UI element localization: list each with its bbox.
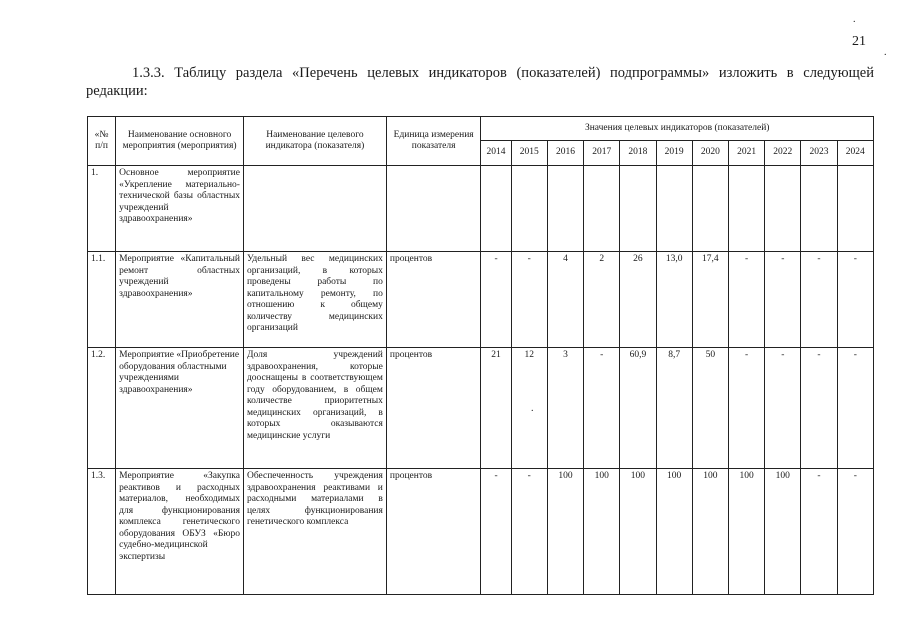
row-value: 60,9	[620, 348, 656, 469]
row-value	[584, 166, 620, 252]
row-value	[511, 166, 547, 252]
row-value: 100	[547, 469, 583, 595]
row-unit: процентов	[386, 469, 481, 595]
row-value	[481, 166, 511, 252]
intro-line-2: редакции:	[86, 83, 148, 99]
header-year: 2023	[801, 141, 837, 166]
header-num: «№ п/п	[88, 117, 116, 166]
row-value: -	[765, 348, 801, 469]
stray-dot-mark: .	[884, 47, 887, 58]
row-value: 100	[728, 469, 764, 595]
header-row	[88, 117, 874, 141]
row-activity: Мероприятие «Приобретение оборудования областными учреждениями здравоохранения»	[116, 348, 244, 469]
header-activity: Наименование основного мероприятия (мероприятия)	[116, 117, 244, 166]
row-num: 1.3.	[88, 469, 116, 595]
intro-line-1: 1.3.3. Таблицу раздела «Перечень целевых индикаторов (показателей) подпрограммы» изложить в следующей	[132, 65, 874, 81]
row-value: -	[481, 252, 511, 348]
row-value: 8,7	[656, 348, 692, 469]
row-value: -	[837, 469, 873, 595]
row-unit	[386, 166, 481, 252]
header-year: 2014	[481, 141, 511, 166]
row-value: 50	[692, 348, 728, 469]
header-year: 2021	[728, 141, 764, 166]
row-num: 1.	[88, 166, 116, 252]
row-value: 21	[481, 348, 511, 469]
row-value: -	[765, 252, 801, 348]
row-value: -	[801, 348, 837, 469]
header-year: 2024	[837, 141, 873, 166]
row-value: 100	[584, 469, 620, 595]
row-value: -	[728, 252, 764, 348]
row-value: 2	[584, 252, 620, 348]
row-value: 100	[656, 469, 692, 595]
header-year: 2022	[765, 141, 801, 166]
row-activity: Основное мероприятие «Укрепление материально-технической базы областных учреждений здравоохранения»	[116, 166, 244, 252]
table-row	[88, 469, 874, 595]
row-value: -	[801, 469, 837, 595]
row-value: 3	[547, 348, 583, 469]
header-unit: Единица измерения показателя	[386, 117, 481, 166]
row-value: 26	[620, 252, 656, 348]
row-value: 12	[511, 348, 547, 469]
row-indicator	[243, 166, 386, 252]
row-num: 1.1.	[88, 252, 116, 348]
row-value: -	[584, 348, 620, 469]
row-activity: Мероприятие «Капитальный ремонт областных учреждений здравоохранения»	[116, 252, 244, 348]
intro-paragraph	[86, 64, 874, 100]
stray-dot-mark: .	[531, 403, 534, 414]
row-value	[765, 166, 801, 252]
header-year: 2017	[584, 141, 620, 166]
header-year: 2020	[692, 141, 728, 166]
row-value	[837, 166, 873, 252]
indicators-table	[87, 116, 874, 595]
row-indicator: Доля учреждений здравоохранения, которые дооснащены в соответствующем году оборудованием, в общем количестве приоритетных медицинских организаций, в которых оказываются медицинские услуги	[243, 348, 386, 469]
header-year: 2015	[511, 141, 547, 166]
row-value: -	[837, 348, 873, 469]
row-value: -	[511, 469, 547, 595]
row-value: -	[481, 469, 511, 595]
header-year: 2019	[656, 141, 692, 166]
header-indicator: Наименование целевого индикатора (показателя)	[243, 117, 386, 166]
row-value	[692, 166, 728, 252]
row-value: 17,4	[692, 252, 728, 348]
stray-dot-mark: .	[853, 14, 856, 25]
row-indicator: Удельный вес медицинских организаций, в которых проведены работы по капитальному ремонту, по отношению к общему количеству медицинских организаций	[243, 252, 386, 348]
row-value	[656, 166, 692, 252]
table-row	[88, 166, 874, 252]
row-value	[801, 166, 837, 252]
row-value	[728, 166, 764, 252]
row-value	[620, 166, 656, 252]
row-value: 100	[765, 469, 801, 595]
row-value: 13,0	[656, 252, 692, 348]
row-unit: процентов	[386, 252, 481, 348]
row-num: 1.2.	[88, 348, 116, 469]
row-value: 100	[620, 469, 656, 595]
row-indicator: Обеспеченность учреждения здравоохранения реактивами и расходными материалами в целях функционирования генетического комплекса	[243, 469, 386, 595]
header-year: 2018	[620, 141, 656, 166]
header-year: 2016	[547, 141, 583, 166]
row-value	[547, 166, 583, 252]
row-value: 100	[692, 469, 728, 595]
table-row	[88, 252, 874, 348]
row-value: 4	[547, 252, 583, 348]
header-values-group: Значения целевых индикаторов (показателей)	[481, 117, 874, 141]
page-number: 21	[852, 34, 866, 49]
table-row	[88, 348, 874, 469]
row-value: -	[728, 348, 764, 469]
row-activity: Мероприятие «Закупка реактивов и расходных материалов, необходимых для функционирования комплекса генетического оборудования ОБУЗ «Бюро судебно-медицинской экспертизы	[116, 469, 244, 595]
row-value: -	[511, 252, 547, 348]
row-unit: процентов	[386, 348, 481, 469]
row-value: -	[837, 252, 873, 348]
row-value: -	[801, 252, 837, 348]
